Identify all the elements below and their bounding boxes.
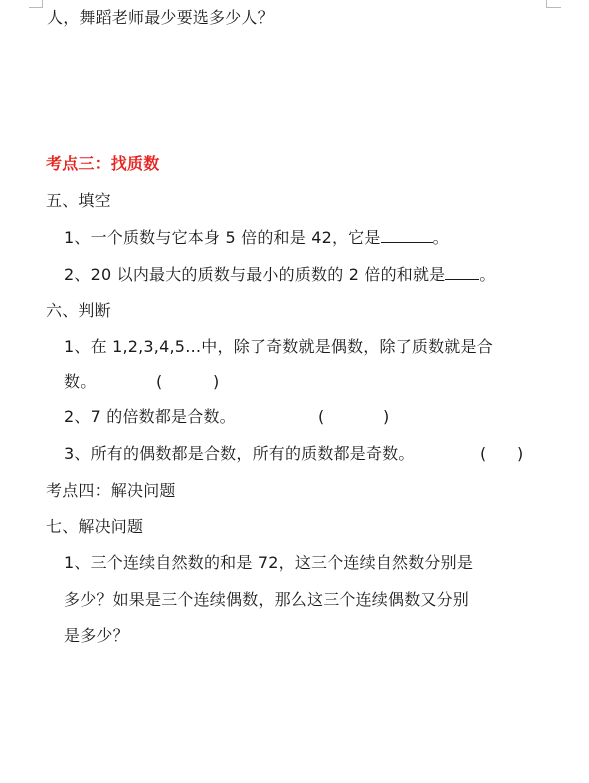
question-5-1-text: 1、一个质数与它本身 5 倍的和是 42，它是 bbox=[64, 228, 381, 247]
question-6-1-line1: 1、在 1,2,3,4,5…中，除了奇数就是偶数，除了质数就是合 bbox=[64, 337, 493, 356]
judgement-paren-open: ( bbox=[156, 372, 163, 391]
part7-title: 七、解决问题 bbox=[46, 517, 144, 536]
question-5-2-text: 2、20 以内最大的质数与最小的质数的 2 倍的和就是 bbox=[64, 265, 446, 284]
judgement-paren-close: ) bbox=[383, 407, 390, 426]
section3-title: 考点三：找质数 bbox=[46, 154, 160, 173]
question-7-1-line1: 1、三个连续自然数的和是 72，这三个连续自然数分别是 bbox=[64, 553, 474, 572]
question-6-1-line2: 数。 bbox=[64, 372, 97, 391]
question-7-1-line2: 多少？如果是三个连续偶数，那么这三个连续偶数又分别 bbox=[64, 590, 470, 609]
question-6-2: 2、7 的倍数都是合数。 bbox=[64, 407, 236, 426]
question-6-3: 3、所有的偶数都是合数，所有的质数都是奇数。 bbox=[64, 444, 415, 463]
answer-blank bbox=[445, 265, 479, 280]
judgement-paren-close: ) bbox=[517, 444, 524, 463]
question-5-2 bbox=[64, 264, 496, 286]
judgement-paren-open: ( bbox=[480, 444, 487, 463]
part6-title: 六、判断 bbox=[46, 301, 111, 320]
page-corner-mark-right bbox=[546, 0, 561, 8]
judgement-paren-open: ( bbox=[318, 407, 325, 426]
question-5-1-period: 。 bbox=[432, 228, 449, 247]
top-question: 人，舞蹈老师最少要选多少人？ bbox=[47, 8, 274, 27]
question-7-1-line3: 是多少？ bbox=[64, 626, 129, 645]
part5-title: 五、填空 bbox=[46, 191, 111, 210]
answer-blank bbox=[381, 228, 433, 243]
question-5-1 bbox=[64, 227, 449, 249]
question-5-2-period: 。 bbox=[479, 265, 496, 284]
section4-title: 考点四：解决问题 bbox=[46, 481, 176, 500]
judgement-paren-close: ) bbox=[213, 372, 220, 391]
page-corner-mark-left bbox=[29, 0, 43, 8]
